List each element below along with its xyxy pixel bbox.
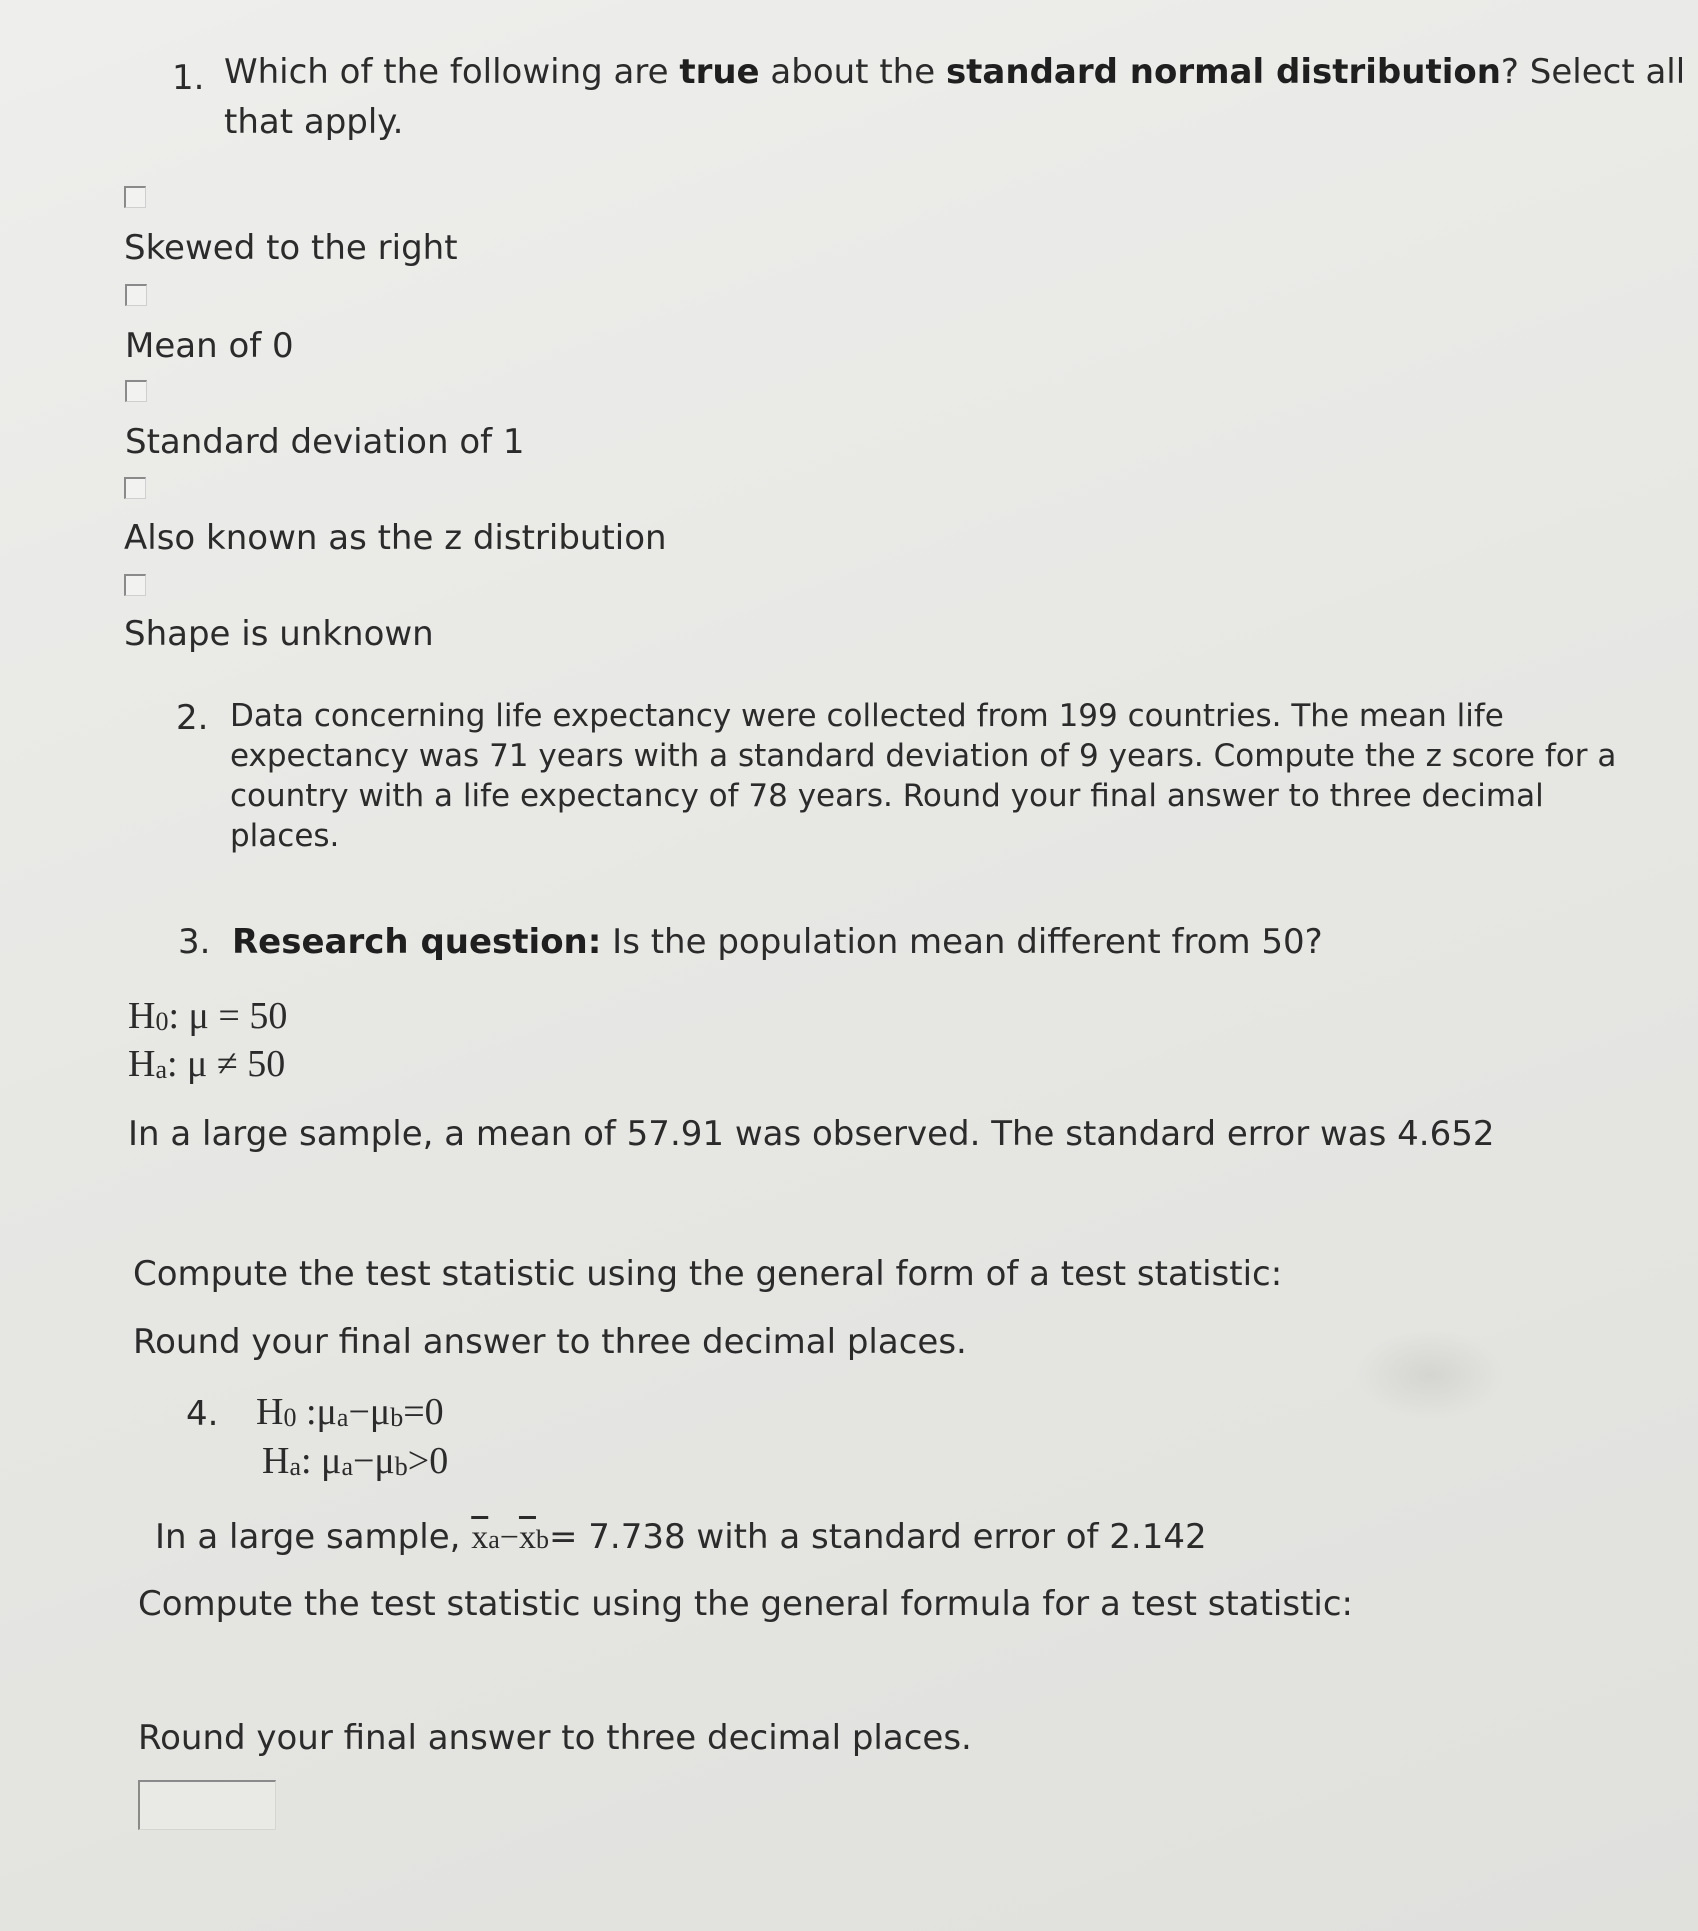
q4-alt-hypothesis: $H_a$: $\mu_a-\mu_b>0$ (262, 1440, 449, 1482)
option-sd-one-checkbox[interactable] (125, 380, 147, 402)
q2-line4: places. (230, 818, 340, 854)
option-z-distribution-label: Also known as the z distribution (124, 518, 667, 558)
q4-compute-instruction: Compute the test statistic using the general formula for a test statistic: (138, 1584, 1354, 1624)
q1-bold-standard-normal: standard normal distribution (945, 52, 1501, 92)
option-mean-zero-checkbox[interactable] (125, 284, 147, 306)
option-sd-one-label: Standard deviation of 1 (125, 422, 525, 462)
q1-prompt-line2: that apply. (224, 102, 404, 142)
option-skewed-right-label: Skewed to the right (124, 228, 458, 268)
q1-prompt-line1 (224, 52, 1685, 92)
q1-prompt-suffix: ? Select all (1500, 52, 1686, 92)
q3-compute-instruction: Compute the test statistic using the general form of a test statistic: (133, 1254, 1283, 1294)
q1-number: 1. (172, 58, 205, 98)
option-z-distribution-checkbox[interactable] (124, 477, 146, 499)
q2-line3: country with a life expectancy of 78 years. Round your final answer to three decimal (230, 778, 1544, 814)
q4-round-instruction: Round your final answer to three decimal places. (138, 1718, 972, 1758)
q3-null-hypothesis: $H_0$: μ = 50 (128, 995, 288, 1037)
q3-question (232, 922, 1323, 962)
q3-alt-hypothesis: $H_a$: μ ≠ 50 (128, 1043, 286, 1085)
q3-sample-info: In a large sample, a mean of 57.91 was observed. The standard error was 4.652 (128, 1114, 1495, 1154)
q4-number: 4. (186, 1394, 219, 1434)
q1-bold-true: true (679, 52, 760, 92)
q4-null-hypothesis: $H_0$ $:\mu_a-\mu_b=0$ (256, 1391, 444, 1433)
option-shape-unknown-label: Shape is unknown (124, 614, 434, 654)
q2-line1: Data concerning life expectancy were collected from 199 countries. The mean life (230, 698, 1504, 734)
q1-prompt-prefix: Which of the following are (224, 52, 680, 92)
q3-research-label: Research question: (232, 922, 602, 962)
q3-question-text: Is the population mean different from 50? (601, 922, 1323, 962)
q1-prompt-middle: about the (759, 52, 946, 92)
q3-number: 3. (178, 922, 211, 962)
q2-line2: expectancy was 71 years with a standard deviation of 9 years. Compute the z score for a (230, 738, 1617, 774)
blurred-mark (1355, 1330, 1505, 1420)
answer-input-box[interactable] (138, 1780, 276, 1830)
q4-sample-info: In a large sample, $\overline{x}a-\overline{x}b= 7.738$ with a standard error of 2.142 (155, 1517, 1207, 1557)
option-mean-zero-label: Mean of 0 (125, 326, 294, 366)
option-skewed-right-checkbox[interactable] (124, 186, 146, 208)
q2-number: 2. (176, 698, 209, 738)
q3-round-instruction: Round your final answer to three decimal places. (133, 1322, 967, 1362)
option-shape-unknown-checkbox[interactable] (124, 574, 146, 596)
